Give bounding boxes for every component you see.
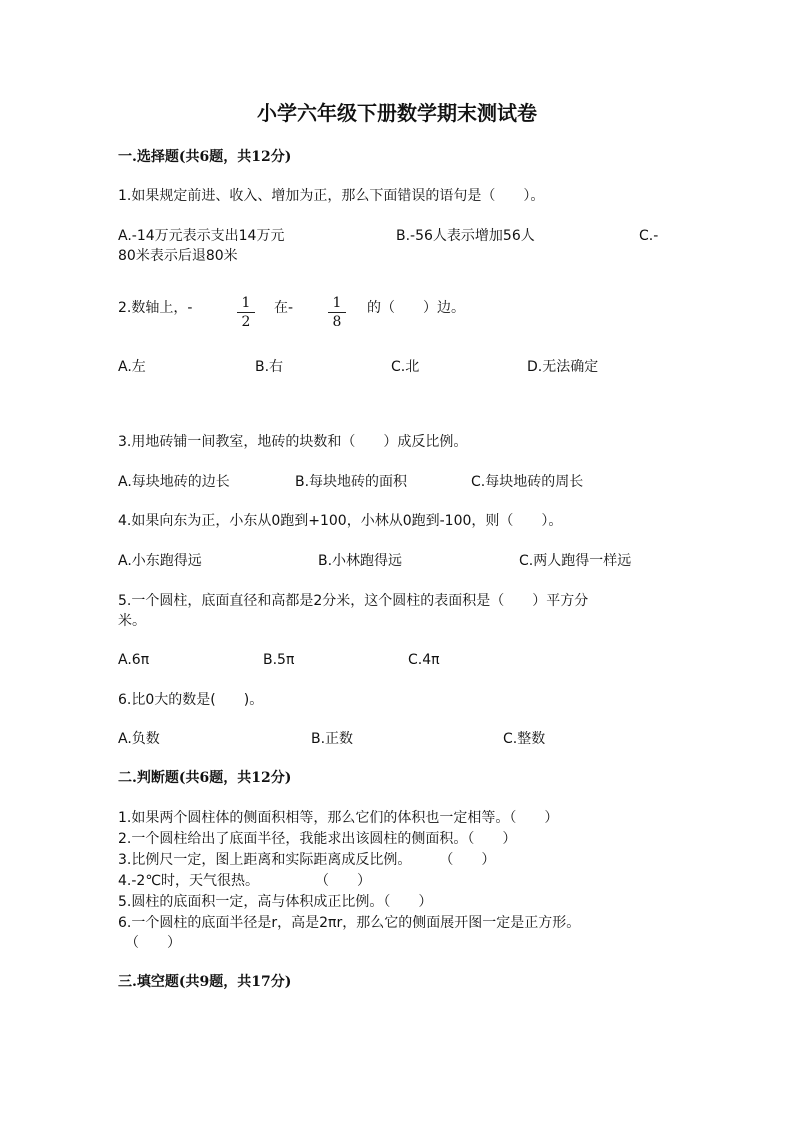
question-5-option-a: A.6π xyxy=(118,652,150,668)
question-1-option-c: C.- xyxy=(639,228,659,244)
question-2-suffix: 的（ ）边。 xyxy=(367,300,465,316)
question-5-option-c: C.4π xyxy=(408,652,440,668)
judge-item-1: 1.如果两个圆柱体的侧面积相等，那么它们的体积也一定相等。（ ） xyxy=(118,810,559,826)
question-3-stem: 3.用地砖铺一间教室，地砖的块数和（ ）成反比例。 xyxy=(118,434,468,450)
question-5-stem-continued: 米。 xyxy=(118,613,146,629)
fraction-one-eighth xyxy=(327,295,347,330)
fraction-2-bar xyxy=(328,312,346,313)
question-2-option-a: A.左 xyxy=(118,359,146,375)
question-2-option-c: C.北 xyxy=(391,359,420,375)
question-2-prefix: 2.数轴上，- xyxy=(118,300,193,316)
judge-item-2: 2.一个圆柱给出了底面半径，我能求出该圆柱的侧面积。（ ） xyxy=(118,831,517,847)
judge-item-5: 5.圆柱的底面积一定，高与体积成正比例。（ ） xyxy=(118,894,433,910)
question-3-option-b: B.每块地砖的面积 xyxy=(295,474,408,490)
question-4-option-b: B.小林跑得远 xyxy=(318,553,403,569)
question-2-option-b: B.右 xyxy=(255,359,284,375)
section-heading-judgement: 二.判断题(共6题，共12分) xyxy=(118,770,292,786)
question-4-option-a: A.小东跑得远 xyxy=(118,553,202,569)
question-4-option-c: C.两人跑得一样远 xyxy=(519,553,632,569)
question-6-option-c: C.整数 xyxy=(503,731,546,747)
question-6-stem: 6.比0大的数是( )。 xyxy=(118,692,264,708)
question-5-stem: 5.一个圆柱，底面直径和高都是2分米，这个圆柱的表面积是（ ）平方分 xyxy=(118,593,589,609)
question-3-option-a: A.每块地砖的边长 xyxy=(118,474,230,490)
question-3-option-c: C.每块地砖的周长 xyxy=(471,474,584,490)
question-1-option-c-continued: 80米表示后退80米 xyxy=(118,248,238,264)
question-1-option-b: B.-56人表示增加56人 xyxy=(396,228,535,244)
judge-item-4: 4.-2℃时，天气很热。 （ ） xyxy=(118,873,372,889)
section-heading-choice: 一.选择题(共6题，共12分) xyxy=(118,149,292,165)
fraction-2-numerator: 1 xyxy=(332,295,342,311)
question-1-stem: 1.如果规定前进、收入、增加为正，那么下面错误的语句是（ ）。 xyxy=(118,188,545,204)
question-6-option-b: B.正数 xyxy=(311,731,354,747)
section-heading-fill-in: 三.填空题(共9题，共17分) xyxy=(118,974,292,990)
question-2-middle: 在- xyxy=(274,300,294,316)
judge-item-3: 3.比例尺一定，图上距离和实际距离成反比例。 （ ） xyxy=(118,852,496,868)
question-2-option-d: D.无法确定 xyxy=(527,359,599,375)
question-4-stem: 4.如果向东为正，小东从0跑到+100，小林从0跑到-100，则（ ）。 xyxy=(118,513,563,529)
question-1-option-a: A.-14万元表示支出14万元 xyxy=(118,228,285,244)
fraction-1-denominator: 2 xyxy=(241,314,251,330)
judge-item-6: 6.一个圆柱的底面半径是r，高是2πr，那么它的侧面展开图一定是正方形。 xyxy=(118,915,581,931)
fraction-1-numerator: 1 xyxy=(241,295,251,311)
fraction-one-half xyxy=(236,295,256,330)
fraction-2-denominator: 8 xyxy=(332,314,342,330)
question-6-option-a: A.负数 xyxy=(118,731,160,747)
page-title: 小学六年级下册数学期末测试卷 xyxy=(257,101,537,125)
question-5-option-b: B.5π xyxy=(263,652,295,668)
fraction-1-bar xyxy=(237,312,255,313)
judge-item-6-bracket: （ ） xyxy=(125,935,181,951)
